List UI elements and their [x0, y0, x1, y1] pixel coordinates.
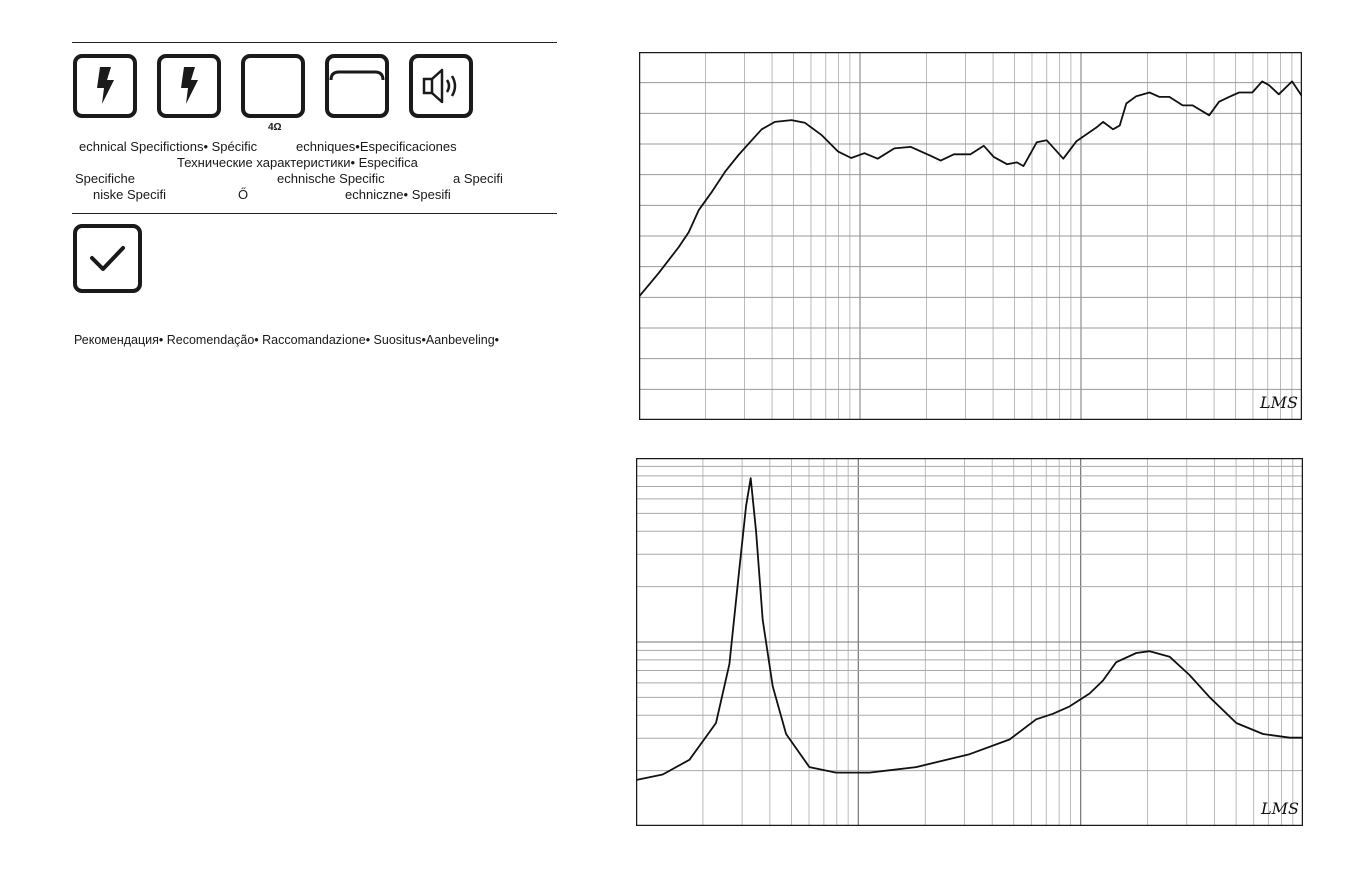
- spec-line-1: [79, 139, 457, 154]
- spec-text: echnical Specific: [79, 139, 176, 154]
- size-icon: [325, 54, 389, 118]
- spec-text: tions• Spécific: [176, 139, 258, 154]
- spec-text: echniques•Especificaciones: [296, 139, 457, 154]
- checkmark-icon: [73, 224, 142, 293]
- impedance-icon: [241, 54, 305, 118]
- frequency-response-svg: [639, 52, 1302, 420]
- spec-text: niske Specifi: [93, 187, 166, 202]
- chart-grid: [636, 458, 1303, 826]
- spec-text: Specifiche: [75, 171, 135, 186]
- lms-watermark: LMS: [1260, 393, 1298, 412]
- spec-text: Ő: [238, 187, 249, 202]
- section-rule: [72, 213, 557, 214]
- recommendation-line: Рекомендация• Recomendação• Raccomandazione• Suositus•Aanbeveling•: [74, 333, 500, 347]
- impedance-label: 4Ω: [268, 122, 282, 133]
- frequency-response-chart: [639, 52, 1302, 420]
- chart-grid: [639, 52, 1302, 420]
- spec-text: echnische Specific: [277, 171, 385, 186]
- power-rms-icon: [73, 54, 137, 118]
- spec-line-4: [93, 187, 453, 202]
- header-rule: [72, 42, 557, 43]
- spec-line-3: [75, 171, 505, 186]
- lms-watermark: LMS: [1261, 799, 1299, 818]
- power-peak-icon: [157, 54, 221, 118]
- spec-text: Технические характеристики• Especifica: [177, 155, 418, 170]
- spec-line-2: [177, 155, 418, 170]
- spec-text: a Specifi: [453, 171, 503, 186]
- impedance-chart: [636, 458, 1303, 826]
- spec-text: echniczne• Spesifi: [345, 187, 451, 202]
- impedance-svg: [636, 458, 1303, 826]
- series-line: [636, 478, 1303, 780]
- speaker-icon: [409, 54, 473, 118]
